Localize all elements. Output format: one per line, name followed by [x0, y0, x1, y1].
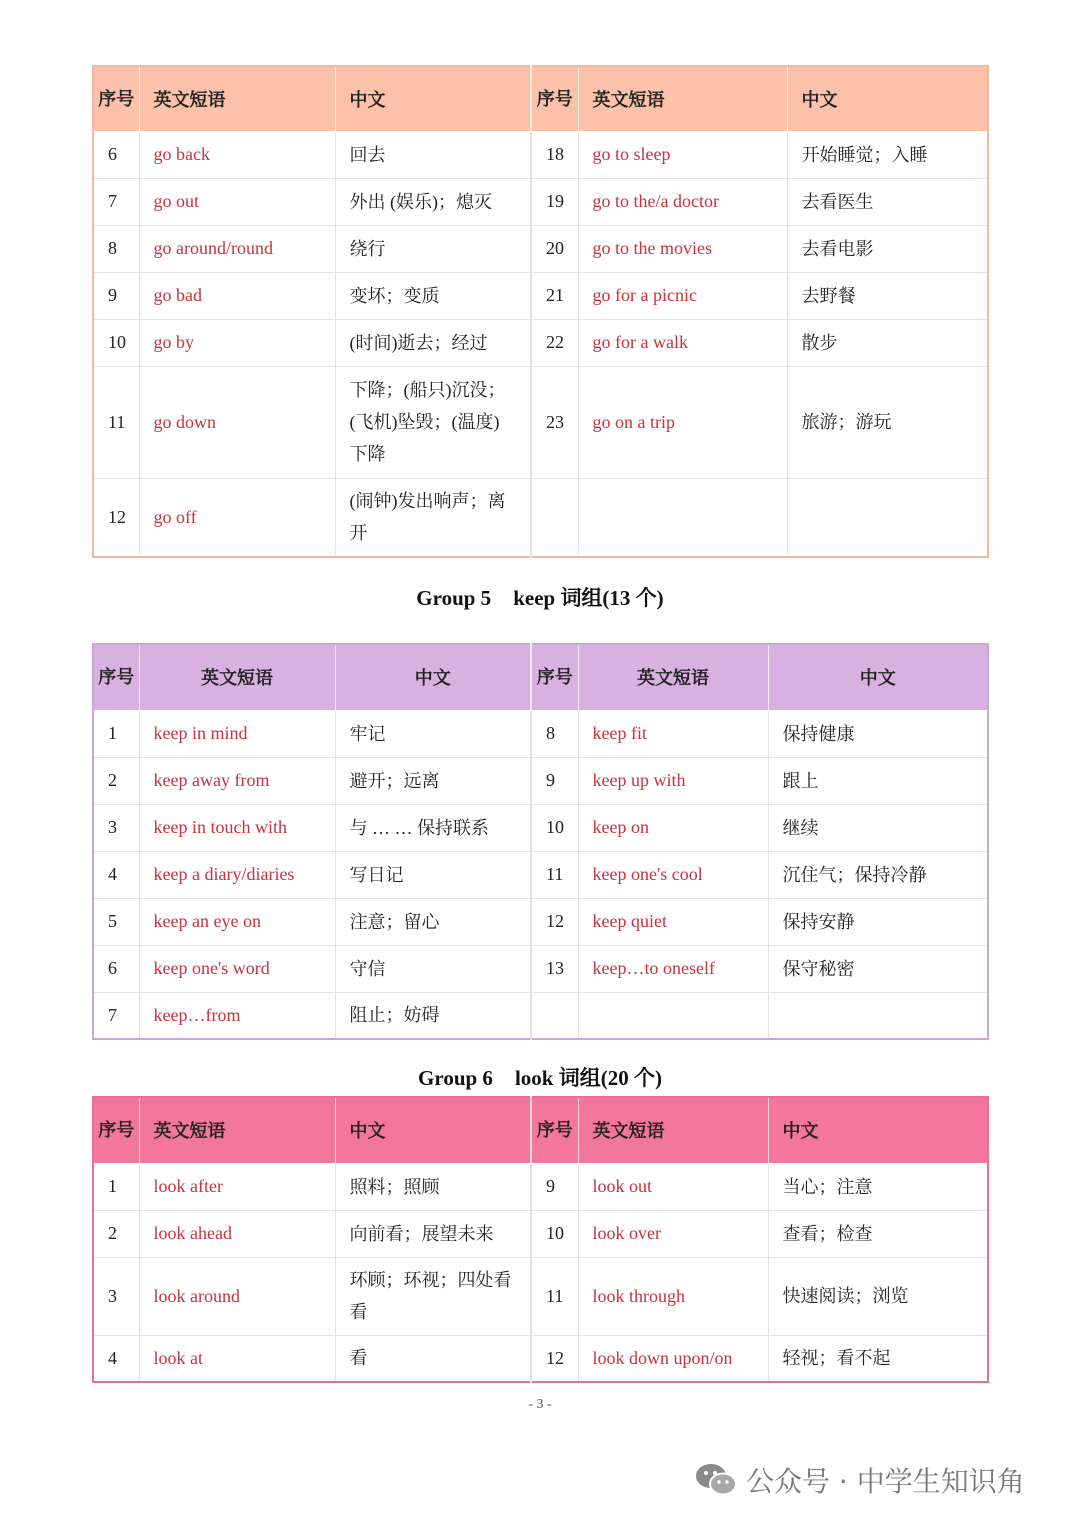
wechat-icon — [694, 1462, 738, 1498]
phrase-en: go on a trip — [578, 366, 787, 478]
phrase-zh: (闹钟)发出响声；离开 — [335, 478, 531, 557]
phrase-en: keep quiet — [578, 898, 768, 945]
phrase-zh: 回去 — [335, 131, 531, 178]
phrase-en: keep on — [578, 804, 768, 851]
row-number: 8 — [93, 225, 139, 272]
phrase-zh: 与 … … 保持联系 — [335, 804, 531, 851]
phrase-en: keep one's cool — [578, 851, 768, 898]
row-number: 11 — [531, 1257, 578, 1335]
header-en: 英文短语 — [578, 66, 787, 131]
table-row — [93, 478, 988, 557]
table-row — [93, 710, 988, 757]
row-number: 10 — [531, 804, 578, 851]
table-row — [93, 804, 988, 851]
table-row — [93, 1257, 988, 1335]
table-row — [93, 945, 988, 992]
group-heading: keep 词组(13 个) — [513, 586, 664, 610]
phrase-en: look after — [139, 1163, 335, 1210]
table-row — [93, 1210, 988, 1257]
phrase-en: go down — [139, 366, 335, 478]
phrase-en: go back — [139, 131, 335, 178]
row-number: 11 — [531, 851, 578, 898]
row-number: 12 — [531, 1335, 578, 1382]
phrase-zh: 保守秘密 — [768, 945, 988, 992]
header-num: 序号 — [93, 66, 139, 131]
table-row — [93, 272, 988, 319]
table-row — [93, 366, 988, 478]
table-header-row — [93, 644, 988, 710]
header-num: 序号 — [531, 644, 578, 710]
row-number: 12 — [93, 478, 139, 557]
watermark — [694, 1460, 1025, 1500]
phrase-zh: 守信 — [335, 945, 531, 992]
row-number: 2 — [93, 757, 139, 804]
row-number: 8 — [531, 710, 578, 757]
phrase-zh: 环顾；环视；四处看看 — [335, 1257, 531, 1335]
phrase-zh: 沉住气；保持冷静 — [768, 851, 988, 898]
table-row — [93, 1163, 988, 1210]
phrase-zh: 避开；远离 — [335, 757, 531, 804]
row-number: 4 — [93, 851, 139, 898]
phrase-en: look out — [578, 1163, 768, 1210]
row-number: 10 — [93, 319, 139, 366]
phrase-zh: 开始睡觉；入睡 — [787, 131, 988, 178]
phrase-en: look at — [139, 1335, 335, 1382]
phrase-zh: 当心；注意 — [768, 1163, 988, 1210]
row-number: 21 — [531, 272, 578, 319]
row-number: 7 — [93, 178, 139, 225]
look-phrases-table — [92, 1096, 989, 1383]
phrase-zh: 去看电影 — [787, 225, 988, 272]
phrase-zh: 快速阅读；浏览 — [768, 1257, 988, 1335]
row-number: 20 — [531, 225, 578, 272]
table-row — [93, 1335, 988, 1382]
row-number: 11 — [93, 366, 139, 478]
group-label: Group 5 — [416, 586, 492, 610]
phrase-zh — [768, 992, 988, 1039]
phrase-zh — [787, 478, 988, 557]
phrase-en: look around — [139, 1257, 335, 1335]
go-phrases-table — [92, 65, 989, 558]
phrase-zh: 继续 — [768, 804, 988, 851]
table-header-row — [93, 1097, 988, 1163]
table-row — [93, 131, 988, 178]
header-en: 英文短语 — [578, 1097, 768, 1163]
row-number: 19 — [531, 178, 578, 225]
row-number: 3 — [93, 804, 139, 851]
row-number: 22 — [531, 319, 578, 366]
header-num: 序号 — [531, 1097, 578, 1163]
phrase-en: go to the/a doctor — [578, 178, 787, 225]
header-en: 英文短语 — [139, 644, 335, 710]
phrase-en: keep…from — [139, 992, 335, 1039]
row-number: 4 — [93, 1335, 139, 1382]
phrase-zh: 写日记 — [335, 851, 531, 898]
row-number: 10 — [531, 1210, 578, 1257]
phrase-zh: 去野餐 — [787, 272, 988, 319]
phrase-en: go bad — [139, 272, 335, 319]
phrase-en: go to the movies — [578, 225, 787, 272]
table-row — [93, 225, 988, 272]
header-en: 英文短语 — [139, 66, 335, 131]
row-number: 2 — [93, 1210, 139, 1257]
row-number: 1 — [93, 1163, 139, 1210]
phrase-zh: 照料；照顾 — [335, 1163, 531, 1210]
phrase-en: go off — [139, 478, 335, 557]
header-en: 英文短语 — [578, 644, 768, 710]
row-number: 7 — [93, 992, 139, 1039]
phrase-zh: 向前看；展望未来 — [335, 1210, 531, 1257]
phrase-en: keep fit — [578, 710, 768, 757]
phrase-zh: 看 — [335, 1335, 531, 1382]
keep-phrases-table — [92, 643, 989, 1040]
row-number: 5 — [93, 898, 139, 945]
row-number: 23 — [531, 366, 578, 478]
phrase-en: look over — [578, 1210, 768, 1257]
header-num: 序号 — [531, 66, 578, 131]
phrase-zh: 保持安静 — [768, 898, 988, 945]
row-number: 1 — [93, 710, 139, 757]
table-row — [93, 898, 988, 945]
phrase-en: go around/round — [139, 225, 335, 272]
phrase-en: go to sleep — [578, 131, 787, 178]
phrase-zh: 牢记 — [335, 710, 531, 757]
table-row — [93, 851, 988, 898]
phrase-zh: 去看医生 — [787, 178, 988, 225]
row-number: 6 — [93, 945, 139, 992]
header-zh: 中文 — [335, 1097, 531, 1163]
row-number: 9 — [531, 757, 578, 804]
group-6-title — [0, 1062, 1080, 1092]
row-number — [531, 478, 578, 557]
table-header-row — [93, 66, 988, 131]
phrase-en: go by — [139, 319, 335, 366]
phrase-zh: 旅游；游玩 — [787, 366, 988, 478]
phrase-zh: 下降；(船只)沉没；(飞机)坠毁；(温度)下降 — [335, 366, 531, 478]
phrase-en: keep…to oneself — [578, 945, 768, 992]
phrase-en: go out — [139, 178, 335, 225]
phrase-en: go for a walk — [578, 319, 787, 366]
row-number: 12 — [531, 898, 578, 945]
phrase-zh: 查看；检查 — [768, 1210, 988, 1257]
row-number: 18 — [531, 131, 578, 178]
phrase-zh: 注意；留心 — [335, 898, 531, 945]
header-zh: 中文 — [768, 1097, 988, 1163]
row-number: 9 — [93, 272, 139, 319]
phrase-en: keep a diary/diaries — [139, 851, 335, 898]
phrase-zh: 绕行 — [335, 225, 531, 272]
phrase-en: keep away from — [139, 757, 335, 804]
table-row — [93, 757, 988, 804]
page-number: - 3 - — [528, 1397, 552, 1412]
phrase-zh: 跟上 — [768, 757, 988, 804]
phrase-zh: 变坏；变质 — [335, 272, 531, 319]
phrase-zh: 保持健康 — [768, 710, 988, 757]
row-number: 13 — [531, 945, 578, 992]
header-en: 英文短语 — [139, 1097, 335, 1163]
header-zh: 中文 — [335, 644, 531, 710]
group-label: Group 6 — [418, 1066, 493, 1090]
phrase-en — [578, 992, 768, 1039]
phrase-zh: (时间)逝去；经过 — [335, 319, 531, 366]
table-row — [93, 178, 988, 225]
phrase-zh: 外出 (娱乐)；熄灭 — [335, 178, 531, 225]
phrase-zh: 散步 — [787, 319, 988, 366]
phrase-en: look ahead — [139, 1210, 335, 1257]
phrase-en: keep in touch with — [139, 804, 335, 851]
phrase-en: keep up with — [578, 757, 768, 804]
phrase-en: look down upon/on — [578, 1335, 768, 1382]
table-row — [93, 992, 988, 1039]
header-zh: 中文 — [335, 66, 531, 131]
phrase-zh: 轻视；看不起 — [768, 1335, 988, 1382]
header-num: 序号 — [93, 1097, 139, 1163]
watermark-text: 公众号 · 中学生知识角 — [746, 1465, 1025, 1498]
table-row — [93, 319, 988, 366]
header-zh: 中文 — [768, 644, 988, 710]
row-number — [531, 992, 578, 1039]
phrase-en: keep an eye on — [139, 898, 335, 945]
header-zh: 中文 — [787, 66, 988, 131]
phrase-en: go for a picnic — [578, 272, 787, 319]
header-num: 序号 — [93, 644, 139, 710]
row-number: 9 — [531, 1163, 578, 1210]
phrase-zh: 阻止；妨碍 — [335, 992, 531, 1039]
row-number: 6 — [93, 131, 139, 178]
group-heading: look 词组(20 个) — [514, 1066, 662, 1090]
phrase-en: keep in mind — [139, 710, 335, 757]
group-5-title — [0, 582, 1080, 612]
phrase-en: look through — [578, 1257, 768, 1335]
row-number: 3 — [93, 1257, 139, 1335]
phrase-en: keep one's word — [139, 945, 335, 992]
phrase-en — [578, 478, 787, 557]
